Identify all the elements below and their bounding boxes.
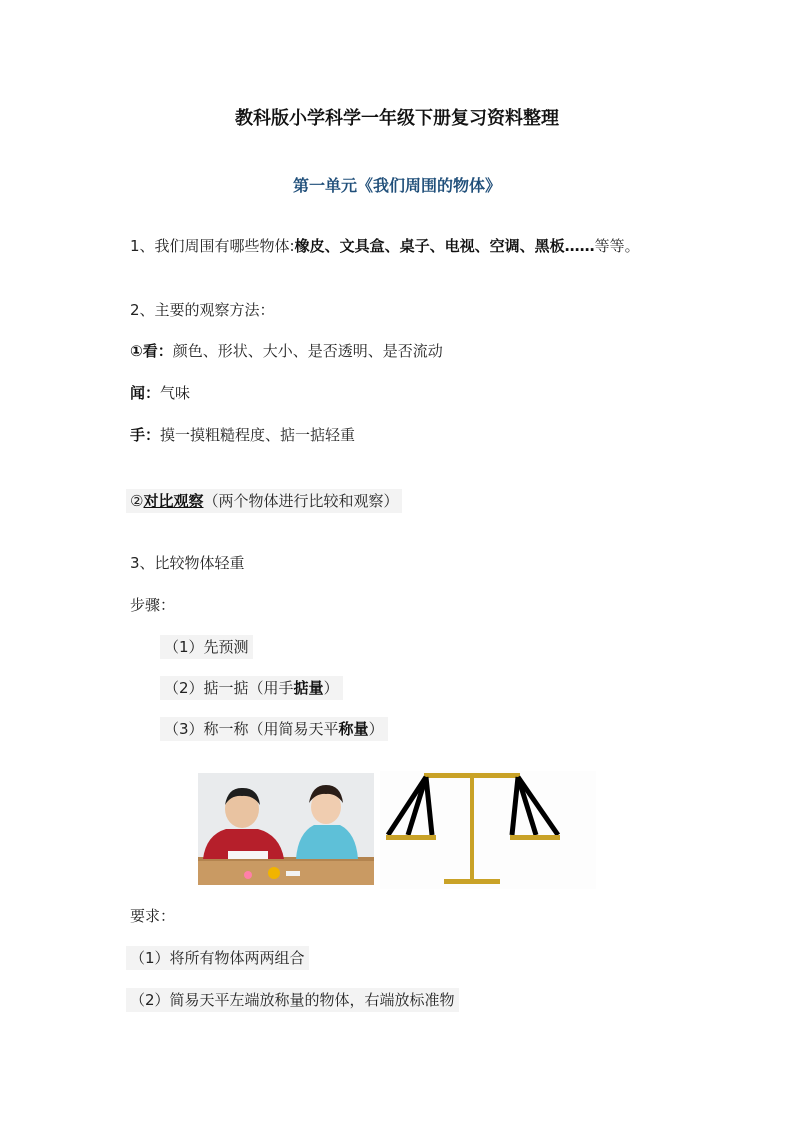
requirements-label: 要求： (130, 907, 176, 925)
look-text: 颜色、形状、大小、是否透明、是否流动 (172, 342, 443, 360)
q1-suffix: 等等。 (594, 237, 640, 255)
compare-text: （两个物体进行比较和观察） (203, 492, 399, 510)
step-3-bold: 称量 (338, 720, 369, 738)
requirement-2: （2）简易天平左端放称量的物体，右端放标准物 (126, 988, 459, 1012)
q1-objects: 橡皮、文具盒、桌子、电视、空调、黑板…… (294, 237, 595, 255)
unit-title: 第一单元《我们周围的物体》 (292, 176, 501, 195)
q3-heading: 3、比较物体轻重 (130, 554, 245, 572)
observe-hand (130, 424, 355, 446)
step-2-end: ） (323, 679, 339, 697)
step-3-text: （3）称一称（用简易天平 (164, 720, 339, 738)
step-3 (160, 717, 388, 741)
observe-compare (126, 489, 402, 513)
step-2 (160, 676, 343, 700)
step-2-bold: 掂量 (293, 679, 324, 697)
observe-smell (130, 382, 190, 404)
q2-heading: 2、主要的观察方法： (130, 301, 275, 319)
hand-label: 手： (130, 426, 161, 444)
smell-label: 闻： (130, 384, 161, 402)
smell-text: 气味 (160, 384, 191, 402)
step-1: （1）先预测 (160, 635, 253, 659)
document-title: 教科版小学科学一年级下册复习资料整理 (235, 108, 559, 129)
steps-label: 步骤： (130, 596, 176, 614)
compare-prefix: ② (130, 492, 144, 510)
compare-label: 对比观察 (143, 492, 204, 510)
step-2-text: （2）掂一掂（用手 (164, 679, 294, 697)
balance-scale-illustration (380, 771, 596, 889)
q1-prefix: 1、我们周围有哪些物体: (130, 237, 295, 255)
requirement-1: （1）将所有物体两两组合 (126, 946, 309, 970)
children-illustration (198, 773, 374, 885)
balance-scale-image (380, 771, 596, 889)
children-photo (198, 773, 374, 885)
observe-look (130, 340, 443, 362)
q1-line (130, 235, 640, 257)
look-label: ①看： (130, 342, 173, 360)
step-3-end: ） (368, 720, 384, 738)
hand-text: 摸一摸粗糙程度、掂一掂轻重 (160, 426, 356, 444)
